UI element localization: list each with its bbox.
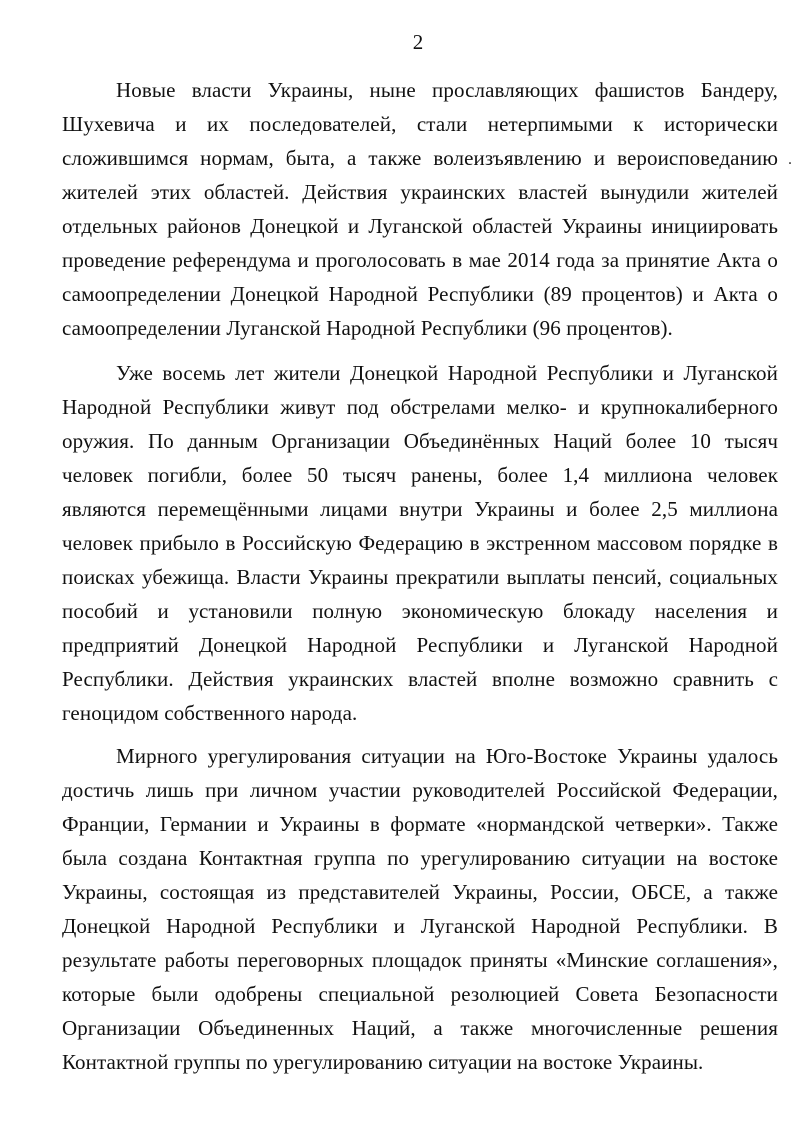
- paragraph-humanitarian-situation: Уже восемь лет жители Донецкой Народной Республики и Луганской Народной Республики живут под обстрелами мелко- и крупнокалиберного оружия. По данным Организации Объединённых Наций более 10 тысяч человек погибли, более 50 тысяч ранены, более 1,4 миллиона человек являются перемещёнными лицами внутри Украины и более 2,5 миллиона человек прибыло в Российскую Федерацию в экстренном массовом порядке в поисках убежища. Власти Украины прекратили выплаты пенсий, социальных пособий и установили полную экономическую блокаду населения и предприятий Донецкой Народной Республики и Луганской Народной Республики. Действия украинских властей вполне возможно сравнить с геноцидом собственного народа.: [62, 361, 778, 725]
- paragraph-peace-settlement: Мирного урегулирования ситуации на Юго-Востоке Украины удалось достичь лишь при личном участии руководителей Российской Федерации, Франции, Германии и Украины в формате «нормандской четверки». Также была создана Контактная группа по урегулированию ситуации на востоке Украины, состоящая из представителей Украины, России, ОБСЕ, а также Донецкой Народной Республики и Луганской Народной Республики. В результате работы переговорных площадок приняты «Минские соглашения», которые были одобрены специальной резолюцией Совета Безопасности Организации Объединенных Наций, а также многочисленные решения Контактной группы по урегулированию ситуации на востоке Украины.: [62, 744, 778, 1074]
- document-body: [62, 73, 778, 1079]
- page-number: 2: [412, 30, 424, 54]
- margin-mark: .: [788, 151, 792, 168]
- paragraph-referendum: Новые власти Украины, ныне прославляющих фашистов Бандеру, Шухевича и их последователей, стали нетерпимыми к исторически сложившимся нормам, быта, а также волеизъявлению и вероисповеданию жителей этих областей. Действия украинских властей вынудили жителей отдельных районов Донецкой и Луганской областей Украины инициировать проведение референдума и проголосовать в мае 2014 года за принятие Акта о самоопределении Донецкой Народной Республики (89 процентов) и Акта о самоопределении Луганской Народной Республики (96 процентов).: [62, 78, 778, 340]
